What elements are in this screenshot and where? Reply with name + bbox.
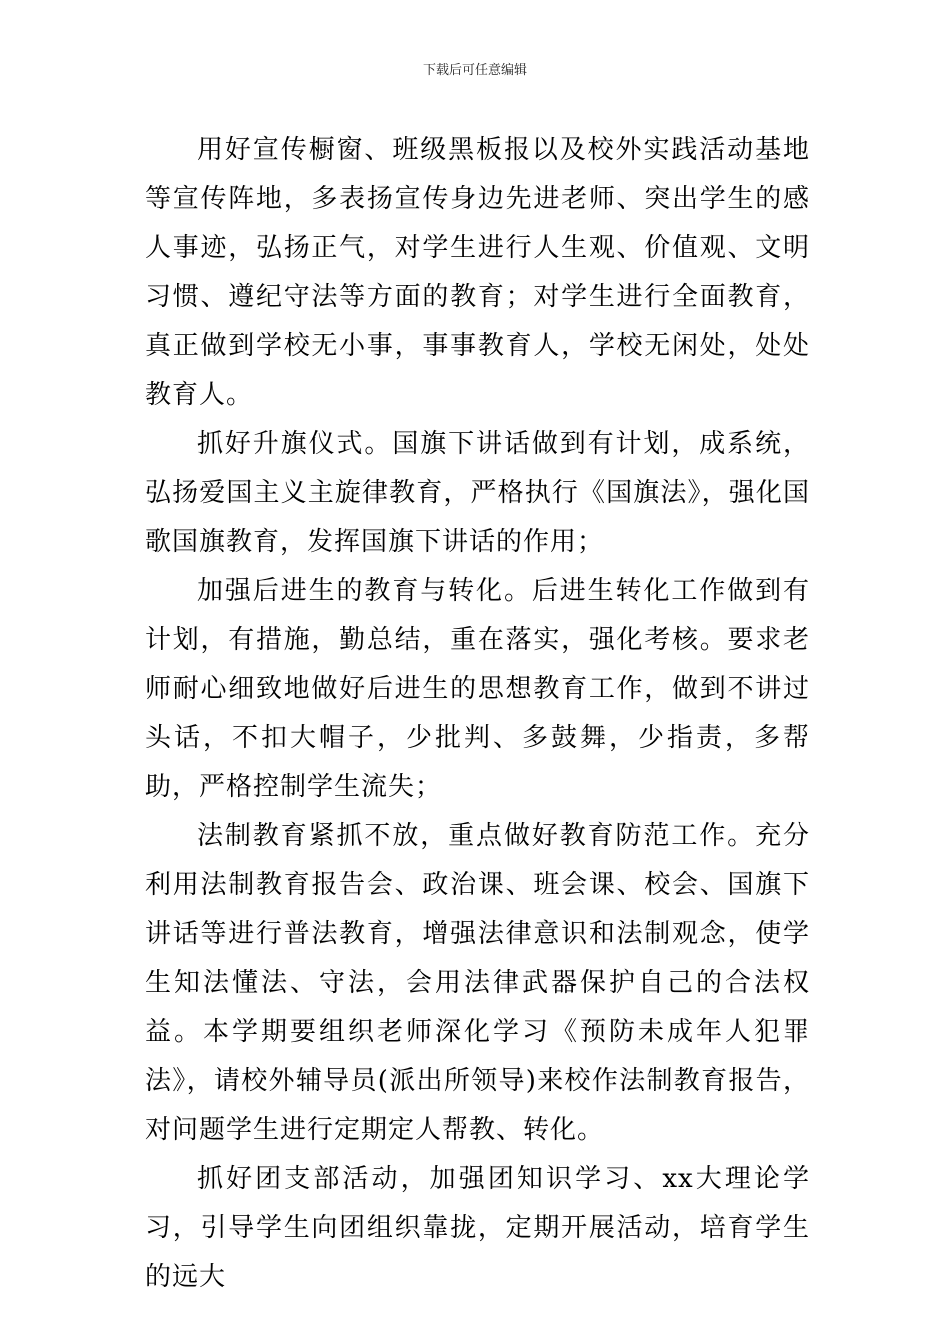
paragraph-legal-education: 法制教育紧抓不放，重点做好教育防范工作。充分利用法制教育报告会、政治课、班会课、校会、国旗下讲话等进行普法教育，增强法律意识和法制观念，使学生知法懂法、守法，会用法律武器保护自己的合法权益。本学期要组织老师深化学习《预防未成年人犯罪法》，请校外辅导员(派出所领导)来校作法制教育报告，对问题学生进行定期定人帮教、转化。 — [145, 821, 810, 1145]
paragraph-league-branch: 抓好团支部活动，加强团知识学习、xx大理论学习，引导学生向团组织靠拢，定期开展活动，培育学生的远大 — [145, 1164, 810, 1292]
paragraph-underachievers: 加强后进生的教育与转化。后进生转化工作做到有计划，有措施，勤总结，重在落实，强化考核。要求老师耐心细致地做好后进生的思想教育工作，做到不讲过头话，不扣大帽子，少批判、多鼓舞，少指责，多帮助，严格控制学生流失； — [145, 576, 810, 802]
paragraph-flag-ceremony: 抓好升旗仪式。国旗下讲话做到有计划，成系统，弘扬爱国主义主旋律教育，严格执行《国旗法》，强化国歌国旗教育，发挥国旗下讲话的作用； — [145, 429, 810, 557]
page-header: 下载后可任意编辑 — [422, 63, 527, 78]
paragraph-publicity: 用好宣传橱窗、班级黑板报以及校外实践活动基地等宣传阵地，多表扬宣传身边先进老师、突出学生的感人事迹，弘扬正气，对学生进行人生观、价值观、文明习惯、遵纪守法等方面的教育；对学生进行全面教育，真正做到学校无小事，事事教育人，学校无闲处，处处教育人。 — [145, 135, 810, 410]
document-body — [145, 126, 810, 1302]
